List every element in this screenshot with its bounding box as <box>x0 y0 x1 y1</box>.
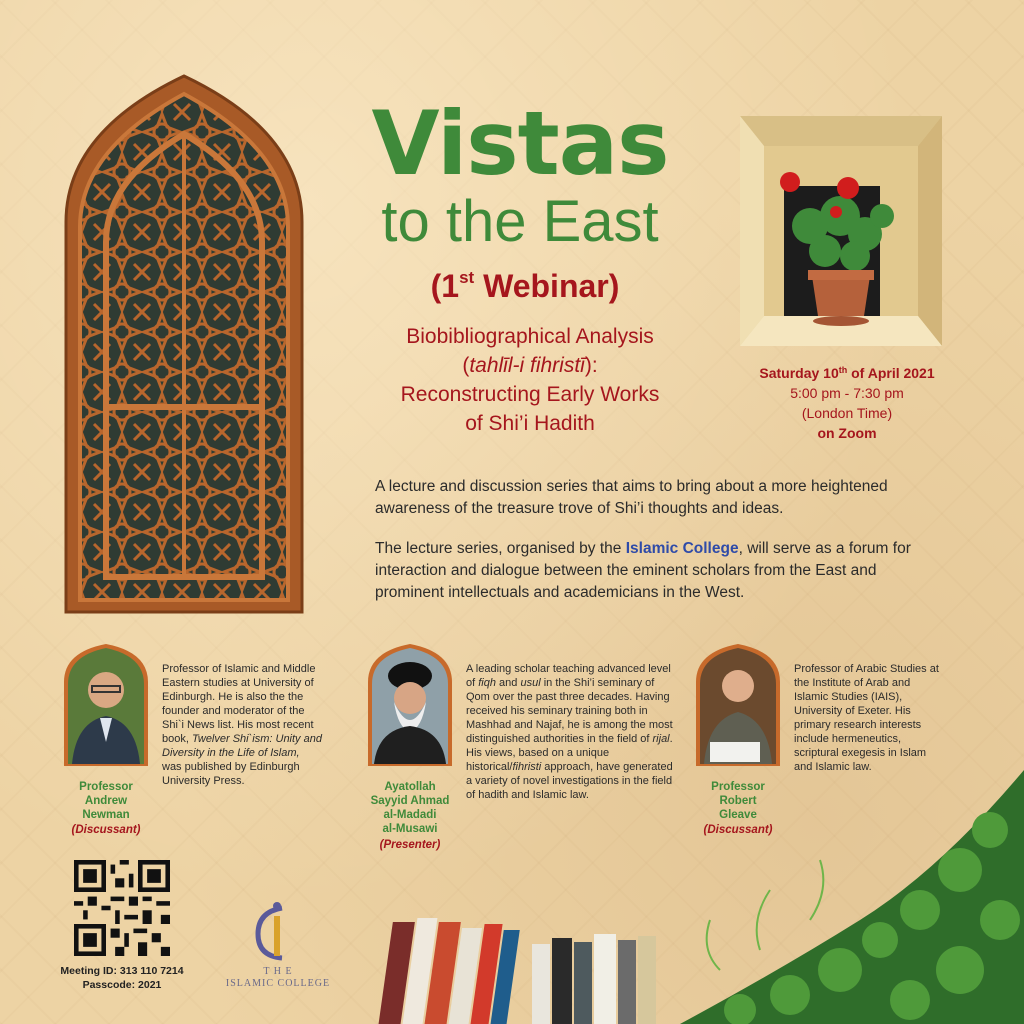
speaker-bio-ayatollah-al-musawi: A leading scholar teaching advanced level of fiqh and usul in the Shi’i seminary of Qom over the past three decades. Having received his seminary training both in Mashhad and Najaf, he is among the most distinguished authorities in the field of rijal. His views, based on a unique historical/fihristi approach, have generated a variety of novel investigations in the field of hadith and Islamic law. <box>466 663 673 801</box>
zoom-meeting-details <box>52 964 192 992</box>
books-illustration <box>364 914 670 1024</box>
speaker-photo-robert-gleave <box>694 642 782 768</box>
speaker-role-ayatollah-al-musawi: (Presenter) <box>379 839 441 851</box>
islamic-college-link: Islamic College <box>625 540 739 557</box>
speaker-bio-andrew-newman: Professor of Islamic and Middle Eastern studies at University of Edinburgh. He is also the the founder and moderator of the Shi`i News list. His most recent book, Twelver Shi`ism: Unity and Diversity in the Life of Islam, was published by Edinburgh University Press. <box>162 663 322 787</box>
speaker-name-ayatollah-al-musawi: Ayatollah Sayyid Ahmad al-Madadi al-Musawi <box>370 781 450 835</box>
lecture-topic: Biobibliographical Analysis (tahlīl-i fihristī): Reconstructing Early Works of Shi’i Hadith <box>400 325 660 435</box>
intro-paragraph-2: The lecture series, organised by the Islamic College, will serve as a forum for interaction and dialogue between the eminent scholars from the East and prominent intellectuals and academicians in the West. <box>375 540 911 601</box>
islamic-college-wordmark: T H E ISLAMIC COLLEGE <box>225 966 331 989</box>
ivy-foliage-illustration <box>660 770 1024 1024</box>
speaker-name-robert-gleave: Professor Robert Gleave <box>711 781 765 821</box>
event-date-time: Saturday 10th of April 2021 5:00 pm - 7:30 pm (London Time) on Zoom <box>742 360 952 443</box>
speaker-name-andrew-newman: Professor Andrew Newman <box>79 781 133 821</box>
speaker-role-andrew-newman: (Discussant) <box>71 824 141 836</box>
speaker-photo-andrew-newman <box>62 642 150 768</box>
qr-code[interactable] <box>74 860 170 956</box>
islamic-college-logo <box>248 898 304 964</box>
speaker-role-robert-gleave: (Discussant) <box>703 824 773 836</box>
title-sub: to the East <box>381 189 659 254</box>
title-main: Vistas <box>371 92 669 195</box>
event-platform: on Zoom <box>817 425 877 441</box>
series-description <box>375 476 935 622</box>
window-niche-geranium-illustration <box>740 116 942 346</box>
speaker-photo-ayatollah-al-musawi <box>366 642 454 768</box>
meeting-passcode: Passcode: 2021 <box>82 979 162 991</box>
meeting-id: Meeting ID: 313 110 7214 <box>60 965 184 977</box>
webinar-label: (1st Webinar) <box>430 268 620 304</box>
lattice-window-illustration <box>62 72 306 616</box>
speaker-bio-robert-gleave: Professor of Arabic Studies at the Institute of Arab and Islamic Studies (IAIS), University of Exeter. His primary research interests include hermeneutics, scriptural exegesis in Islam and Islamic law. <box>794 663 939 773</box>
intro-paragraph-1: A lecture and discussion series that aims to bring about a more heightened awareness of the treasure trove of Shi’i thoughts and ideas. <box>375 478 888 517</box>
